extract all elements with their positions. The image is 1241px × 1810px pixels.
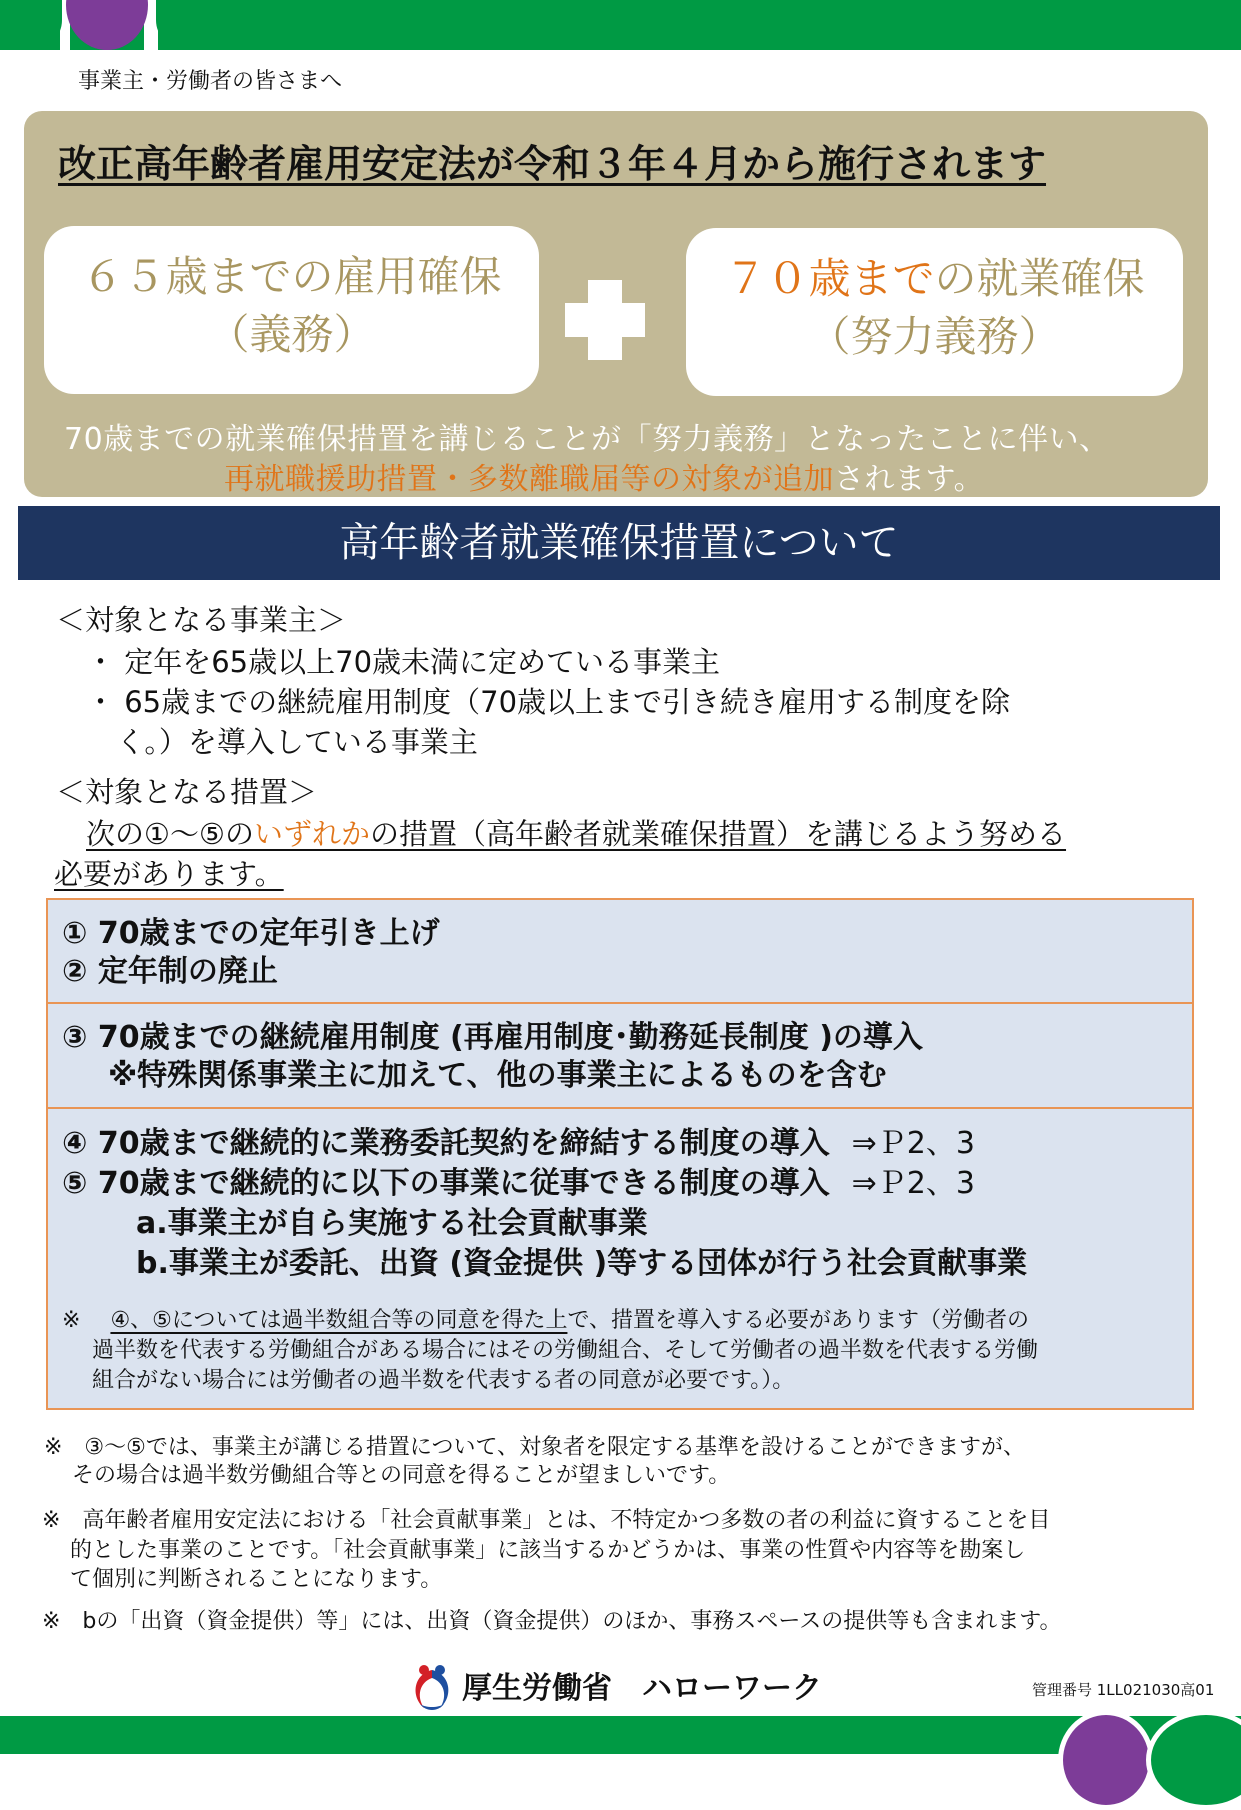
measure-5b: b.事業主が委託、出資 (資金提供 )等する団体が行う社会貢献事業 [136, 1246, 1028, 1281]
measure-3-note: ※特殊関係事業主に加えて、他の事業主によるものを含む [108, 1058, 887, 1093]
target-measures-text [86, 812, 1066, 853]
employment-card [44, 226, 539, 394]
mhlw-logo-icon [406, 1660, 458, 1714]
measures-note-line3: 組合がない場合には労働者の過半数を代表する者の同意が必要です。）。 [92, 1368, 795, 1393]
target-measures-highlight: いずれか [254, 817, 371, 851]
notice-line2 [224, 454, 984, 498]
hellowork-name: ハローワーク [642, 1671, 822, 1706]
employment-card-line2: （義務） [207, 310, 376, 359]
measures-note-underlined: ④、⑤については過半数組合等の同意を得た上 [110, 1308, 568, 1333]
target-employers-bullet2: ・ 65歳までの継続雇用制度（70歳以上まで引き続き雇用する制度を除 [86, 685, 1011, 719]
management-number: 管理番号 1LL021030高01 [1032, 1681, 1215, 1699]
measure-4-page-ref: ⇒Ｐ2、3 [851, 1126, 975, 1161]
notice-line1: 70歳までの就業確保措置を講じることが「努力義務」となったことに伴い、 [64, 422, 1110, 457]
footer-branding [462, 1663, 822, 1707]
measures-note-rest: で、措置を導入する必要があります（労働者の [567, 1308, 1030, 1333]
work-card-line2: （努力義務） [808, 312, 1061, 361]
bottom-purple-circle [1058, 1710, 1154, 1810]
measure-5-text: ⑤ 70歳まで継続的に以下の事業に従事できる制度の導入 [62, 1166, 830, 1201]
plus-icon-bar [565, 303, 645, 337]
target-employers-bullet1: ・ 定年を65歳以上70歳未満に定めている事業主 [86, 645, 721, 679]
measures-divider-2 [48, 1107, 1192, 1109]
target-measures-heading: ＜対象となる措置＞ [56, 775, 318, 809]
target-measures-pre: 次の①～⑤の [86, 817, 254, 851]
measure-2: ② 定年制の廃止 [62, 954, 278, 989]
measure-3: ③ 70歳までの継続雇用制度 (再雇用制度･勤務延長制度 )の導入 [62, 1020, 923, 1055]
measures-note-line2: 過半数を代表する労働組合がある場合にはその労働組合、そして労働者の過半数を代表する労働 [92, 1338, 1039, 1363]
measures-note-mark: ※ [62, 1308, 81, 1333]
notice-rest: されます。 [834, 462, 985, 497]
measure-4 [62, 1118, 975, 1162]
work-card [686, 228, 1183, 396]
measure-5 [62, 1158, 975, 1202]
target-employers-heading: ＜対象となる事業主＞ [56, 603, 347, 637]
bottom-banner [0, 1716, 1241, 1754]
measure-5a: a.事業主が自ら実施する社会貢献事業 [136, 1206, 648, 1241]
target-measures-post: の措置（高年齢者就業確保措置）を講じるよう努める [370, 817, 1067, 851]
work-card-line1 [686, 250, 1183, 308]
footnote-3: ※ bの「出資（資金提供）等」には、出資（資金提供）のほか、事務スペースの提供等も含まれます。 [42, 1609, 1062, 1634]
target-measures-text-line2: 必要があります。 [54, 857, 284, 891]
footnote-2-cont2: て個別に判断されることになります。 [70, 1567, 443, 1592]
target-employers-bullet2-cont: く。）を導入している事業主 [116, 725, 478, 759]
page-title: 改正高年齢者雇用安定法が令和３年４月から施行されます [58, 142, 1047, 186]
work-card-highlight: ７０歳まで [724, 254, 935, 303]
footnote-1-cont: その場合は過半数労働組合等との同意を得ることが望ましいです。 [72, 1463, 731, 1488]
measure-1: ① 70歳までの定年引き上げ [62, 916, 440, 951]
notice-highlight: 再就職援助措置・多数離職届等の対象が追加 [224, 462, 834, 497]
measure-5-page-ref: ⇒Ｐ2、3 [851, 1166, 975, 1201]
measures-note [62, 1306, 1182, 1396]
section-title: 高年齢者就業確保措置について [18, 506, 1220, 580]
work-card-rest: の就業確保 [934, 254, 1145, 303]
measures-divider-1 [48, 1002, 1192, 1004]
measure-4-text: ④ 70歳まで継続的に業務委託契約を締結する制度の導入 [62, 1126, 830, 1161]
audience-label: 事業主・労働者の皆さまへ [78, 69, 343, 94]
footnote-2: ※ 高年齢者雇用安定法における「社会貢献事業」とは、不特定かつ多数の者の利益に資することを目 [42, 1508, 1051, 1533]
employment-card-line1: ６５歳までの雇用確保 [81, 252, 502, 301]
footnote-2-cont1: 的とした事業のことです。「社会貢献事業」に該当するかどうかは、事業の性質や内容等を勘案し [70, 1538, 1026, 1563]
ministry-name: 厚生労働省 [462, 1671, 612, 1706]
footnote-1: ※ ③～⑤では、事業主が講じる措置について、対象者を限定する基準を設けることができますが、 [44, 1435, 1026, 1460]
